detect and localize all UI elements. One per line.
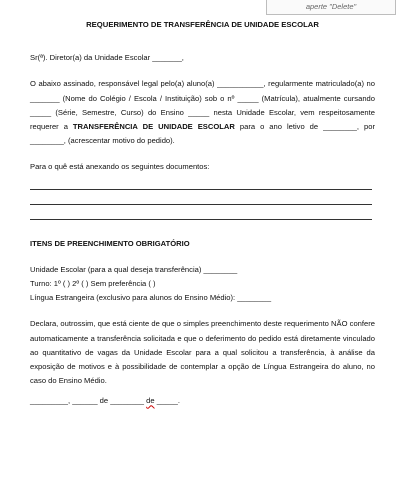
attachment-line [30, 205, 372, 220]
field-lingua: Língua Estrangeira (exclusivo para alunos do Ensino Médio): ________ [30, 293, 272, 303]
instruction-note: aperte "Delete" [266, 0, 396, 15]
field-unidade: Unidade Escolar (para a qual deseja transferência) ________ [30, 264, 238, 274]
date-line [30, 394, 375, 408]
attachment-line [30, 175, 372, 190]
date-line-part2: _____. [154, 396, 180, 406]
document-title: REQUERIMENTO DE TRANSFERÊNCIA DE UNIDADE ESCOLAR [86, 20, 319, 29]
declaration-paragraph: Declara, outrossim, que está ciente de que o simples preenchimento deste requerimento NÃO confere automaticamente a transferência solicitada e que o deferimento do pedido está diretamente vinculado ao quantitativo de vagas da Unidade Escolar para a qual solicitou a transferência, à análise da exposição de motivos e à possibilidade de contemplar a opção de Língua Estrangeira do aluno, no caso do Ensino Médio. [30, 319, 375, 386]
date-line-part1: _________, ______ de ________ [30, 396, 147, 406]
attachments-intro: Para o quê está anexando os seguintes documentos: [30, 162, 210, 172]
field-turno: Turno: 1º ( ) 2º ( ) Sem preferência ( ) [30, 279, 156, 289]
date-line-de: de [146, 396, 155, 406]
request-text-1: O abaixo assinado, responsável legal pelo(a) aluno(a) ___________, regularmente matriculado(a) no _______ (Nome do Colégio / Escola / Instituição) sob o nº _____ (Matrícula), atualmente cursando _____ (Série, Semestre, Curso) do Ensino _____ nesta Unidade Escolar, vem respeitosamente requerer a [30, 79, 375, 132]
request-paragraph [30, 77, 375, 148]
salutation: Sr(ª). Diretor(a) da Unidade Escolar _______, [30, 53, 184, 63]
section-title: ITENS DE PREENCHIMENTO OBRIGATÓRIO [30, 238, 190, 248]
document-body [30, 18, 375, 409]
request-bold: TRANSFERÊNCIA DE UNIDADE ESCOLAR [72, 122, 235, 132]
request-text-2: para o ano letivo de ________, por ________, (acrescentar motivo do pedido). [30, 122, 375, 146]
attachment-line [30, 190, 372, 205]
